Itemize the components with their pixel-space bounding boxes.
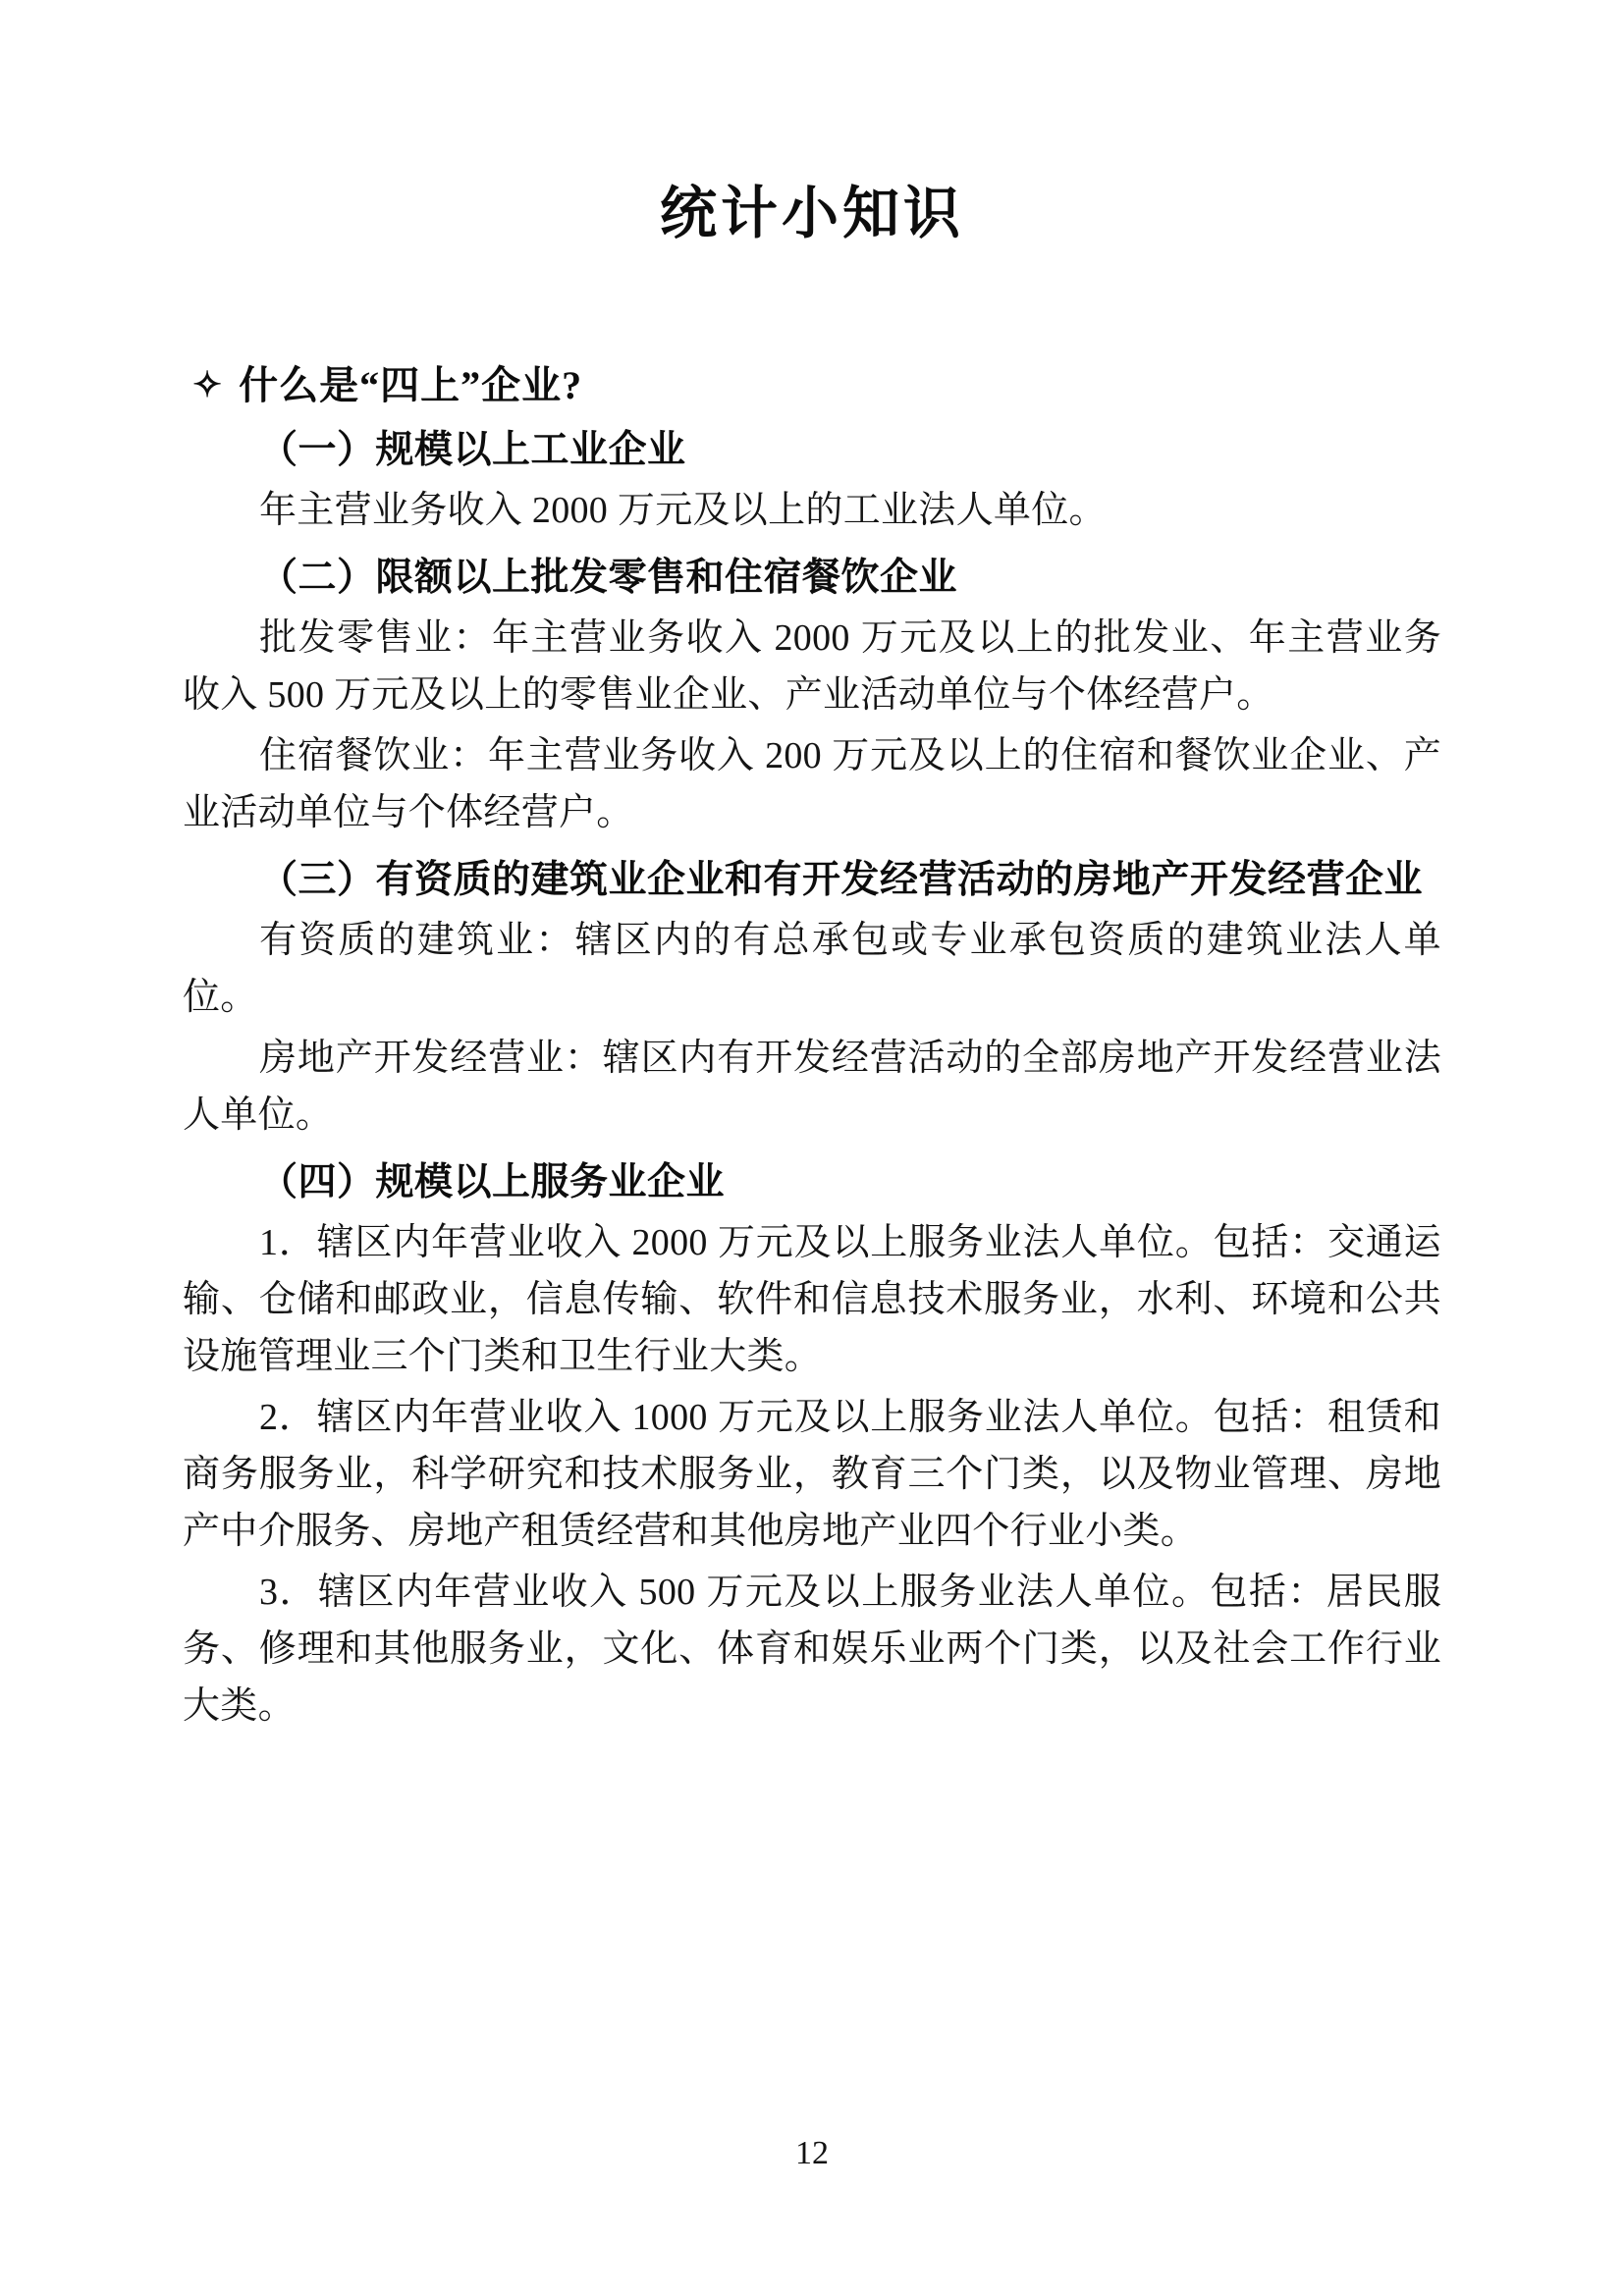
four-pointed-star-icon: ✧ (192, 364, 224, 404)
topic-heading-label: 什么是“四上”企业? (239, 362, 583, 407)
section-heading-2: （二）限额以上批发零售和住宿餐饮企业 (259, 557, 958, 599)
section-4-item-1: 1．辖区内年营业收入 2000 万元及以上服务业法人单位。包括：交通运输、仓储和邮政业，信息传输、软件和信息技术服务业，水利、环境和公共设施管理业三个门类和卫生行业大类。 (183, 1222, 1441, 1378)
page-title: 统计小知识 (659, 180, 964, 246)
section-3-paragraph-2: 房地产开发经营业：辖区内有开发经营活动的全部房地产开发经营业法人单位。 (183, 1038, 1441, 1137)
topic-heading (183, 245, 1441, 412)
page-content (183, 0, 1441, 2296)
section-2-paragraph-1: 批发零售业：年主营业务收入 2000 万元及以上的批发业、年主营业务收入 500 万元及以上的零售业企业、产业活动单位与个体经营户。 (183, 617, 1441, 717)
section-heading-1: （一）规模以上工业企业 (259, 428, 686, 471)
section-3-paragraph-1: 有资质的建筑业：辖区内的有总承包或专业承包资质的建筑业法人单位。 (183, 920, 1441, 1019)
section-4-item-3: 3．辖区内年营业收入 500 万元及以上服务业法人单位。包括：居民服务、修理和其他服务业，文化、体育和娱乐业两个门类，以及社会工作行业大类。 (183, 1571, 1441, 1727)
section-2-paragraph-2: 住宿餐饮业：年主营业务收入 200 万元及以上的住宿和餐饮业企业、产业活动单位与个体经营户。 (183, 735, 1441, 834)
section-heading-4: （四）规模以上服务业企业 (259, 1161, 726, 1204)
page-number: 12 (795, 2135, 829, 2171)
section-heading-3: （三）有资质的建筑业企业和有开发经营活动的房地产开发经营企业 (259, 859, 1424, 902)
section-1-paragraph-1: 年主营业务收入 2000 万元及以上的工业法人单位。 (259, 490, 1107, 532)
section-4-item-2: 2．辖区内年营业收入 1000 万元及以上服务业法人单位。包括：租赁和商务服务业，科学研究和技术服务业，教育三个门类，以及物业管理、房地产中介服务、房地产租赁经营和其他房地产业四个行业小类。 (183, 1397, 1441, 1552)
